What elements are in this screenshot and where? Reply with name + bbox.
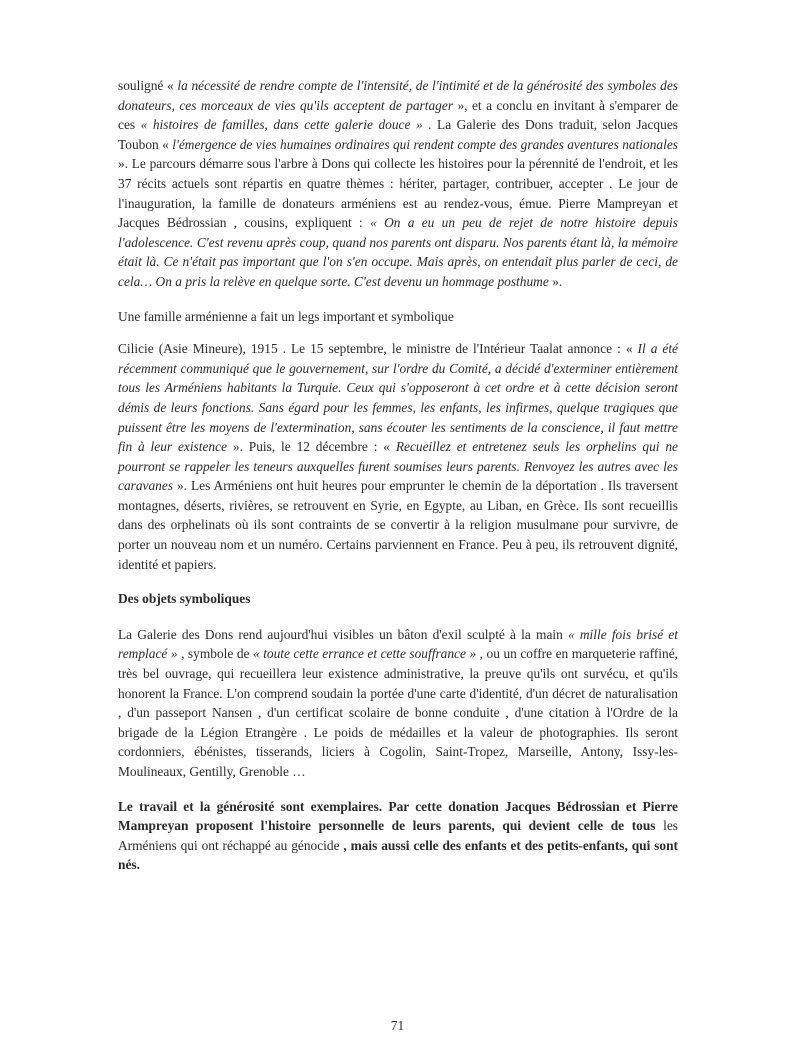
text-run: , ou un coffre en marqueterie raffiné, très bel ouvrage, qui recueillera leur existence administrative, la preuve qu'ils ont survécu, et qu'ils honorent la France. L'on comprend soudain la portée d'une carte d'identité, d'un décret de naturalisation , d'un passeport Nansen , d'un certificat scolaire de bonne conduite , d'une citation à l'Ordre de la brigade de la Légion Etrangère . Le poids de médailles et la valeur de photographies. Ils seront cordonniers, ébénistes, tisserands, liciers à Cogolin, Saint-Tropez, Marseille, Antony, Issy-les-Moulineaux, Gentilly, Grenoble … <box>118 646 678 779</box>
quote-run: l'émergence de vies humaines ordinaires qui rendent compte des grandes aventures nationales <box>172 136 678 152</box>
text-run: ». <box>548 273 563 289</box>
document-body <box>118 76 678 890</box>
text-run: Cilicie (Asie Mineure), 1915 . Le 15 septembre, le ministre de l'Intérieur Taalat annonce : « <box>118 341 638 357</box>
subtitle: Une famille arménienne a fait un legs important et symbolique <box>118 308 454 324</box>
quote-run: « histoires de familles, dans cette galerie douce » <box>140 117 423 133</box>
text-run: La Galerie des Dons rend aujourd'hui visibles un bâton d'exil sculpté à la main <box>118 626 568 642</box>
paragraph-objects <box>118 625 678 782</box>
bold-run: , mais aussi celle des enfants et des petits-enfants, qui sont nés. <box>118 837 678 873</box>
paragraph-conclusion <box>118 797 678 875</box>
text-run: . La Galerie des Dons traduit, selon Jacques Toubon « <box>118 117 678 152</box>
text-run: les Arméniens qui ont réchappé au génocide <box>118 818 678 853</box>
bold-run: Le travail et la générosité sont exemplaires. Par cette donation Jacques Bédrossian et Pierre Mampreyan proposent l'histoire personnelle de leurs parents, qui devient celle de tous <box>118 798 678 834</box>
paragraph-history <box>118 339 678 574</box>
text-run: ». Le parcours démarre sous l'arbre à Dons qui collecte les histoires pour la pérennité de l'endroit, et les 37 récits actuels sont répartis en quatre thèmes : hériter, partager, contribuer, accepter . Le jour de l'inauguration, la famille de donateurs arméniens est au rendez-vous, émue. Pierre Mampreyan et Jacques Bédrossian , cousins, expliquent : <box>118 156 678 231</box>
quote-run: « On a eu un peu de rejet de notre histoire depuis l'adolescence. C'est revenu après coup, quand nos parents ont disparu. Nos parents étant là, la mémoire était là. Ce n'était pas important que l'on s'en occupe. Mais après, on entendait plus parler de ceci, de cela… On a pris la relève en quelque sorte. C'est devenu un hommage posthume <box>118 215 678 289</box>
quote-run: la nécessité de rendre compte de l'intensité, de l'intimité et de la générosité des symboles des donateurs, ces morceaux de vies qu'ils acceptent de partager <box>118 78 678 113</box>
quote-run: Il a été récemment communiqué que le gouvernement, sur l'ordre du Comité, a décidé d'exterminer entièrement tous les Arméniens habitants la Turquie. Ceux qui s'opposeront à cet ordre et à cette décision seront démis de leurs fonctions. Sans égard pour les femmes, les enfants, les infirmes, quelque tragiques que puissent être les moyens de l'extermination, sans écouter les sentiments de la conscience, il faut mettre fin à leur existence <box>118 341 679 455</box>
text-run: », et a conclu en invitant à s'emparer de ces <box>118 97 678 133</box>
text-run: ». Les Arméniens ont huit heures pour emprunter le chemin de la déportation . Ils traversent montagnes, déserts, rivières, se retrouvent en Syrie, en Egypte, au Liban, en Grèce. Ils sont recueillis dans des orphelinats où ils sont contraints de se convertir à la religion musulmane pour survivre, de porter un nouveau nom et un numéro. Certains parviennent en France. Peu à peu, ils retrouvent dignité, identité et papiers. <box>118 478 678 572</box>
paragraph-inauguration <box>118 76 678 292</box>
text-run: ». Puis, le 12 décembre : « <box>227 439 396 455</box>
section-heading: Des objets symboliques <box>118 591 251 607</box>
text-run: souligné « <box>118 78 178 93</box>
text-run: , symbole de <box>177 646 253 662</box>
quote-run: « mille fois brisé et remplacé » <box>118 626 678 662</box>
quote-run: « toute cette errance et cette souffrance » <box>252 646 477 662</box>
page-number: 71 <box>390 1018 405 1033</box>
quote-run: Recueillez et entretenez seuls les orphelins qui ne pourront se rappeler les teneurs auxquelles furent soumises leurs parents. Renvoyez les autres avec les caravanes <box>118 439 678 494</box>
